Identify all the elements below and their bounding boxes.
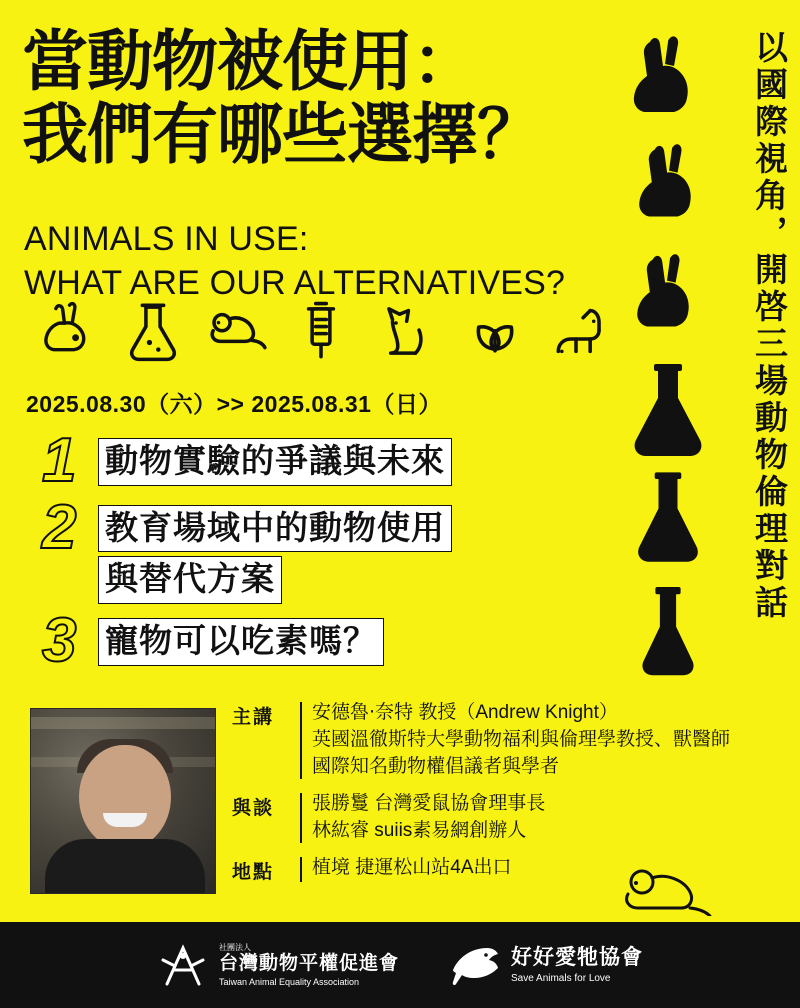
credit-value: 國際知名動物權倡議者與學者 <box>312 755 560 777</box>
title-en-line1: ANIMALS IN USE: <box>24 220 309 258</box>
page-subtitle-en <box>24 218 565 305</box>
page-title <box>22 26 622 171</box>
credit-row-panelists <box>232 791 772 845</box>
icon-strip <box>26 300 626 372</box>
syringe-icon <box>294 300 348 362</box>
credit-divider <box>300 857 302 882</box>
logo-tiny-top: 社團法人 <box>218 942 251 952</box>
dog-icon <box>540 300 612 362</box>
topic-text: 與替代方案 <box>98 556 282 604</box>
topic-text: 寵物可以吃素嗎？ <box>98 618 384 666</box>
list-item <box>42 492 622 604</box>
logo-name-zh: 台灣動物平權促進會 <box>218 953 399 974</box>
photo-shelf <box>31 717 215 729</box>
credit-value: 植境 捷運松山站4A出口 <box>312 856 512 878</box>
list-item <box>42 426 622 495</box>
topic-number: 3 <box>42 606 77 676</box>
flask-icon <box>126 300 180 362</box>
rabbit-icon <box>36 300 98 360</box>
credit-label: 主講 <box>232 707 275 728</box>
logo-text <box>511 946 643 985</box>
portrait-head <box>79 745 171 849</box>
credit-values <box>312 855 512 882</box>
credit-values <box>312 791 545 845</box>
leaf-icon <box>466 300 524 358</box>
credit-values <box>312 700 730 781</box>
credit-label: 地點 <box>232 861 275 883</box>
logo-save-animals <box>445 940 643 990</box>
logo-name-en: Taiwan Animal Equality Association <box>218 976 360 987</box>
credit-value: 林紘睿 suiis素易網創辦人 <box>312 819 527 841</box>
spacer <box>232 783 772 791</box>
cat-icon <box>374 300 434 362</box>
rabbit-silhouette <box>620 34 710 124</box>
credit-value: 英國溫徹斯特大學動物福利與倫理學教授、獸醫師 <box>312 728 731 750</box>
taea-logo-mark <box>157 940 209 990</box>
credit-divider <box>300 702 302 779</box>
topic-list <box>42 426 622 679</box>
rabbit-silhouette <box>626 142 712 228</box>
flask-silhouette <box>628 364 708 460</box>
spacer <box>232 847 772 855</box>
portrait-body <box>45 839 205 894</box>
flask-silhouette <box>630 470 706 566</box>
credit-value: 張勝鬘 台灣愛鼠協會理事長 <box>312 792 546 814</box>
title-en-line2: WHAT ARE OUR ALTERNATIVES? <box>24 263 566 302</box>
title-zh-line2: 我們有哪些選擇？ <box>22 97 542 172</box>
credit-value: 安德魯‧奈特 教授（Andrew Knight） <box>312 702 618 723</box>
topic-number: 1 <box>42 426 77 495</box>
credit-divider <box>300 793 302 843</box>
mouse-icon <box>614 856 734 916</box>
credit-row-speaker <box>232 700 772 781</box>
logo-text <box>219 943 399 987</box>
avatar <box>30 708 216 894</box>
footer <box>0 922 800 1008</box>
dove-logo-mark <box>445 940 501 990</box>
logo-name-zh: 好好愛牠協會 <box>511 945 643 969</box>
topic-text: 教育場域中的動物使用 <box>98 505 452 553</box>
logo-name-en: Save Animals for Love <box>511 972 611 984</box>
title-zh-line1: 當動物被使用： <box>22 24 477 98</box>
vertical-tagline: 以國際視角，開啓三場動物倫理對話 <box>751 30 788 622</box>
mouse-icon <box>206 300 272 356</box>
credit-label: 與談 <box>232 797 275 819</box>
flask-silhouette <box>632 582 704 682</box>
topic-number: 2 <box>42 492 77 562</box>
event-date: 2025.08.30（六）>> 2025.08.31（日） <box>26 391 442 417</box>
topic-text: 動物實驗的爭議與未來 <box>98 438 452 486</box>
logo-taea <box>157 940 399 990</box>
rabbit-silhouette <box>624 250 710 340</box>
list-item <box>42 606 622 676</box>
silhouette-column <box>612 34 722 694</box>
